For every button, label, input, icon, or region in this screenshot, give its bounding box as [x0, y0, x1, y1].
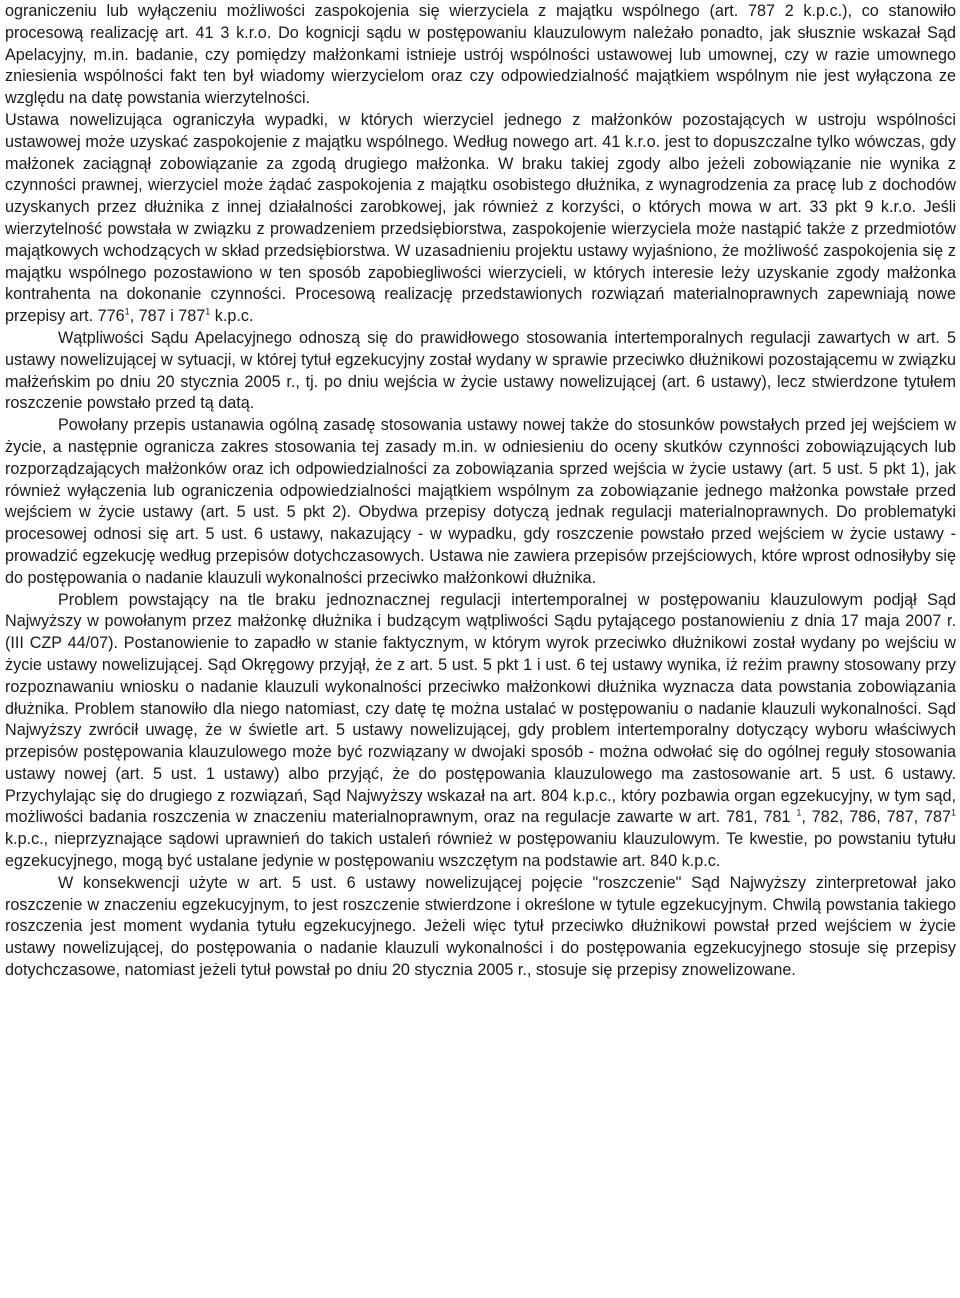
body-paragraph [5, 590, 956, 873]
body-paragraph [5, 328, 956, 415]
body-paragraph [5, 110, 956, 328]
paragraph-text: , 787 i 787 [129, 307, 206, 326]
superscript-marker: 1 [796, 808, 802, 819]
paragraph-text: , 782, 786, 787, 787 [801, 808, 951, 827]
paragraph-text: Powołany przepis ustanawia ogólną zasadę stosowania ustawy nowej także do stosunków powstałych przed jej wejściem w życie, a następnie ogranicza zakres stosowania tej zasady m.in. w odniesieniu do oceny skutków czynności zobowiązujących lub rozporządzających małżonków oraz ich odpowiedzialności za zobowiązania sprzed wejścia w życie ustawy (art. 5 ust. 5 pkt 1), jak również wyłączenia lub ograniczenia odpowiedzialności majątkiem wspólnym za zobowiązanie jednego małżonka powstałe przed wejściem w życie ustawy (art. 5 ust. 5 pkt 2). Obydwa przepisy dotyczą jednak regulacji materialnoprawnych. Do problematyki procesowej odnosi się art. 5 ust. 6 ustawy, nakazujący - w wypadku, gdy roszczenie powstało przed wejściem w życie ustawy - prowadzić egzekucję według przepisów dotychczasowych. Ustawa nie zawiera przepisów przejściowych, które wprost odnosiłyby się do postępowania o nadanie klauzuli wykonalności przeciwko małżonkowi dłużnika. [5, 416, 956, 587]
paragraph-text: Ustawa nowelizująca ograniczyła wypadki, w których wierzyciel jednego z małżonków pozostających w ustroju wspólności ustawowej może uzyskać zaspokojenie z majątku wspólnego. Według nowego art. 41 k.r.o. jest to dopuszczalne tylko wówczas, gdy małżonek zaciągnął zobowiązanie za zgodą drugiego małżonka. W braku takiej zgody albo jeżeli zobowiązanie nie wynika z czynności prawnej, wierzyciel może żądać zaspokojenia z majątku osobistego dłużnika, z wynagrodzenia za pracę lub z dochodów uzyskanych przez dłużnika z innej działalności zarobkowej, jak również z korzyści, o których mowa w art. 33 pkt 9 k.r.o. Jeśli wierzytelność powstała w związku z prowadzeniem przedsiębiorstwa, zaspokojenie wierzyciela może nastąpić także z przedmiotów majątkowych wchodzących w skład przedsiębiorstwa. W uzasadnieniu projektu ustawy wyjaśniono, że możliwość zaspokojenia się z majątku wspólnego pozostawiono w ten sposób zapobiegliwości wierzycieli, w których interesie leży uzyskanie zgody małżonka kontrahenta na dokonanie czynności. Procesową realizację przedstawionych rozwiązań materialnoprawnych zapewniają nowe przepisy art. 776 [5, 110, 956, 326]
paragraph-text: ograniczeniu lub wyłączeniu możliwości zaspokojenia się wierzyciela z majątku wspólnego (art. 787 2 k.p.c.), co stanowiło procesową realizację art. 41 3 k.r.o. Do kognicji sądu w postępowaniu klauzulowym należało ponadto, jak słusznie wskazał Sąd Apelacyjny, m.in. badanie, czy pomiędzy małżonkami istnieje ustrój wspólności ustawowej lub umownej, czy w razie umownego zniesienia wspólności fakt ten był wiadomy wierzycielom oraz czy odpowiedzialność majątkiem wspólnym nie jest wyłączona ze względu na datę powstania wierzytelności. [5, 2, 956, 108]
paragraph-text: k.p.c. [210, 307, 254, 326]
paragraph-text: k.p.c., nieprzyznające sądowi uprawnień do takich ustaleń również w postępowaniu klauzulowym. Te kwestie, po powstaniu tytułu egzekucyjnego, mogą być ustalane jedynie w postępowaniu wszczętym na podstawie art. 840 k.p.c. [5, 830, 956, 871]
superscript-marker: 1 [124, 306, 130, 317]
superscript-marker: 1 [950, 808, 956, 819]
superscript-marker: 1 [205, 306, 211, 317]
body-paragraph [5, 415, 956, 589]
paragraph-text: Wątpliwości Sądu Apelacyjnego odnoszą się do prawidłowego stosowania intertemporalnych regulacji zawartych w art. 5 ustawy nowelizującej w sytuacji, w której tytuł egzekucyjny został wydany w sprawie przeciwko dłużnikowi pozostającemu w związku małżeńskim po dniu 20 stycznia 2005 r., tj. po dniu wejścia w życie ustawy nowelizującej (art. 6 ustawy), lecz stwierdzone tytułem roszczenie powstało przed tą datą. [5, 328, 956, 413]
paragraph-text: Problem powstający na tle braku jednoznacznej regulacji intertemporalnej w postępowaniu klauzulowym podjął Sąd Najwyższy w powołanym przez małżonkę dłużnika i budzącym wątpliwości Sądu pytającego postanowieniu z dnia 17 maja 2007 r. (III CZP 44/07). Postanowienie to zapadło w stanie faktycznym, w którym wyrok przeciwko dłużnikowi został wydany po wejściu w życie ustawy nowelizującej. Sąd Okręgowy przyjął, że z art. 5 ust. 5 pkt 1 i ust. 6 tej ustawy wynika, iż reżim prawny stosowany przy rozpoznawaniu wniosku o nadanie klauzuli wykonalności przeciwko małżonkowi dłużnika wyznacza data powstania zobowiązania dłużnika. Problem stanowiło dla niego natomiast, czy datę tę można ustalać w postępowaniu o nadanie klauzuli wykonalności. Sąd Najwyższy zwrócił uwagę, że w świetle art. 5 ustawy nowelizującej, gdy problem intertemporalny dotyczący wyboru właściwych przepisów postępowania klauzulowego może być rozwiązany w dwojaki sposób - można odwołać się do ogólnej reguły stosowania ustawy nowej (art. 5 ust. 1 ustawy) albo przyjąć, że do postępowania klauzulowego ma zastosowanie art. 5 ust. 6 ustawy. Przychylając się do drugiego z rozwiązań, Sąd Najwyższy wskazał na art. 804 k.p.c., który pozbawia organ egzekucyjny, w tym sąd, możliwości badania roszczenia w znaczeniu materialnoprawnym, oraz na regulacje zawarte w art. 781, 781 [5, 590, 956, 827]
paragraph-text: W konsekwencji użyte w art. 5 ust. 6 ustawy nowelizującej pojęcie "roszczenie" Sąd Najwyższy zinterpretował jako roszczenie w znaczeniu egzekucyjnym, to jest roszczenie stwierdzone i określone w tytule egzekucyjnym. Chwilą powstania takiego roszczenia jest moment wydania tytułu egzekucyjnego. Jeżeli więc tytuł przeciwko dłużnikowi powstał przed wejściem w życie ustawy nowelizującej, do postępowania o nadanie klauzuli wykonalności i do postępowania egzekucyjnego stosuje się przepisy dotychczasowe, natomiast jeżeli tytuł powstał po dniu 20 stycznia 2005 r., stosuje się przepisy znowelizowane. [5, 873, 956, 980]
body-paragraph [5, 873, 956, 982]
body-paragraph [5, 1, 956, 110]
